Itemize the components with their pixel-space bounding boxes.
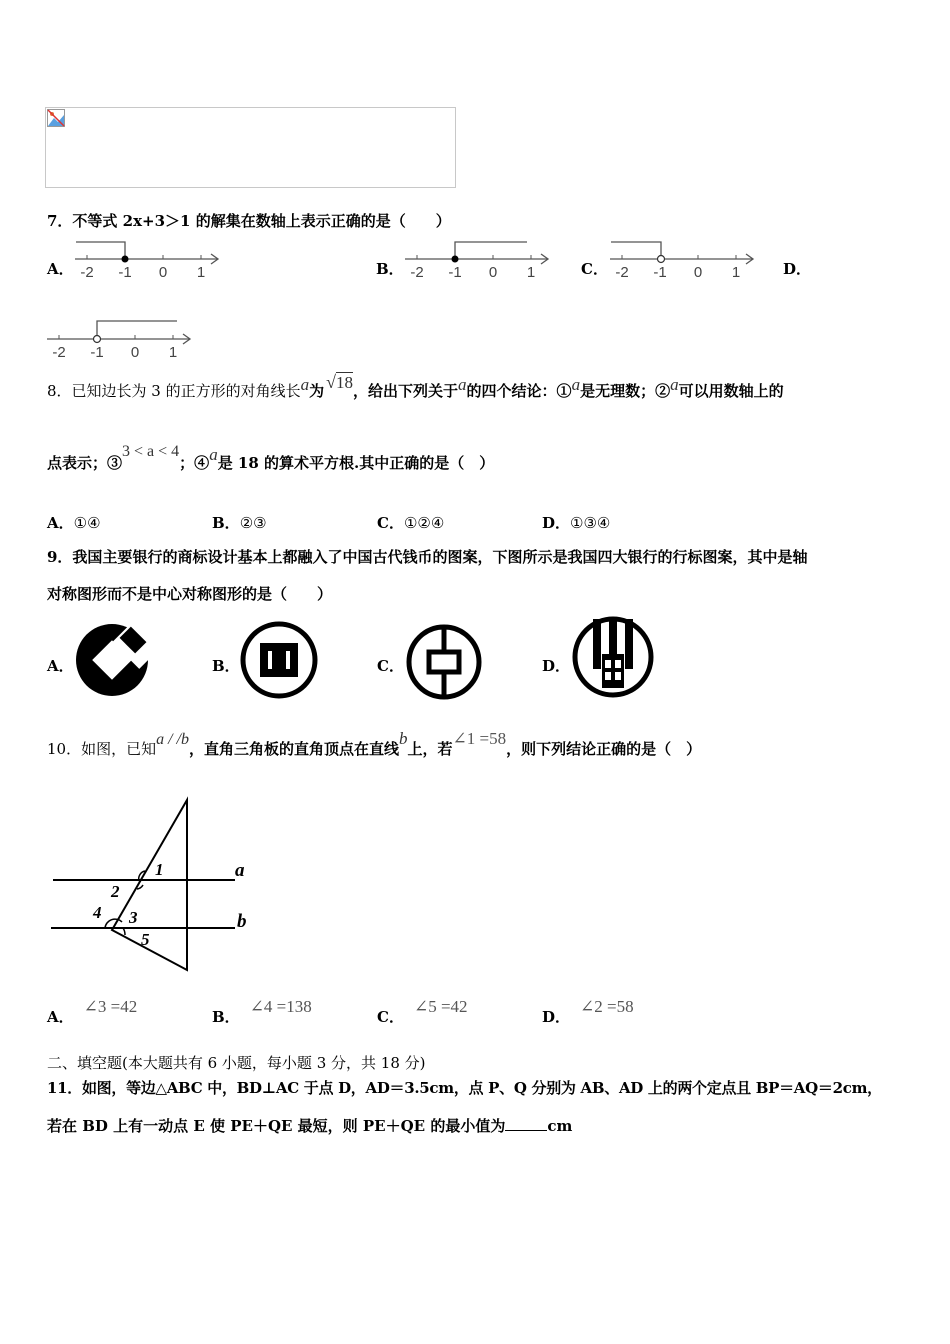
angle-label-1: 1 [155, 860, 164, 879]
option-text: ②③ [239, 514, 267, 532]
tick-label: 0 [130, 344, 140, 361]
option-label: B． [212, 514, 240, 532]
icbc-logo-icon[interactable] [238, 620, 320, 700]
q11-answer-blank[interactable] [505, 1118, 547, 1131]
option-text: ∠5 =42 [413, 997, 468, 1016]
q7-option-d-label[interactable]: D． [783, 260, 812, 278]
option-text: ①②④ [403, 514, 445, 532]
broken-image-placeholder [45, 107, 456, 188]
tick-label: 0 [693, 264, 703, 281]
boc-logo-icon[interactable] [404, 622, 484, 702]
option-label: D． [542, 514, 571, 532]
q8-option-a[interactable] [47, 512, 101, 533]
q9-option-c-label[interactable]: C． [377, 657, 404, 675]
tick-label: -2 [410, 264, 424, 281]
q8-option-d[interactable] [542, 512, 610, 533]
q8-var-a: a [300, 375, 310, 394]
section2-title: 二、填空题(本大题共有 6 小题，每小题 3 分，共 18 分) [47, 1054, 426, 1072]
option-text: ①③④ [570, 514, 611, 532]
tick-label: -2 [615, 264, 629, 281]
tick-label: -2 [52, 344, 66, 361]
angle-label-5: 5 [141, 930, 150, 949]
q9-stem-line1: 9．我国主要银行的商标设计基本上都融入了中国古代钱币的图案，下图所示是我国四大银行的行标图案，其中是轴 [47, 548, 808, 566]
q8-var-a: a [670, 375, 679, 394]
option-label: B． [212, 1008, 240, 1026]
q10-option-a[interactable] [47, 997, 138, 1027]
q10-stem [47, 729, 702, 759]
q9-option-d-label[interactable]: D． [542, 657, 571, 675]
q7-number-line-c[interactable] [605, 238, 760, 283]
option-label: C． [377, 514, 404, 532]
q8-option-c[interactable] [377, 512, 444, 533]
angle-label-2: 2 [111, 882, 120, 901]
line-label-b: b [237, 911, 247, 932]
option-label: A． [47, 1008, 74, 1026]
option-text: ∠4 =138 [249, 997, 312, 1016]
q9-option-b-label[interactable]: B． [212, 657, 240, 675]
tick-label: -1 [118, 264, 132, 281]
option-label: C． [377, 1008, 404, 1026]
q10-angle-given: ∠1 =58 [452, 729, 507, 748]
broken-image-icon [47, 109, 65, 127]
tick-label: -1 [653, 264, 667, 281]
abc-logo-icon[interactable] [570, 614, 658, 698]
q8-sqrt-value: 18 [336, 373, 354, 392]
option-label: A． [47, 514, 74, 532]
q10-parallel: a / /b [156, 731, 189, 748]
q10-option-c[interactable] [377, 997, 468, 1027]
q8-text: 为 [309, 382, 325, 400]
q8-text: ；④ [179, 454, 210, 472]
line-label-a: a [235, 860, 245, 881]
q7-option-b-label[interactable]: B． [376, 260, 404, 278]
q8-text: 可以用数轴上的 [678, 382, 784, 400]
tick-label: 0 [158, 264, 168, 281]
q8-text: 是 18 的算术平方根.其中正确的是（ ） [217, 454, 495, 472]
ccb-logo-icon[interactable] [75, 620, 155, 700]
q7-option-a-label[interactable]: A． [47, 260, 74, 278]
tick-label: -1 [90, 344, 104, 361]
q8-line2 [47, 443, 495, 473]
tick-label: -1 [448, 264, 462, 281]
tick-label: 1 [196, 264, 206, 281]
angle-label-3: 3 [129, 908, 138, 927]
q7-stem: 7．不等式 2x+3＞1 的解集在数轴上表示正确的是（ ） [47, 212, 451, 230]
q8-var-a: a [458, 375, 467, 394]
q8-option-b[interactable] [212, 512, 267, 533]
tick-label: 1 [168, 344, 178, 361]
q8-text: ，给出下列关于 [353, 382, 459, 400]
tick-label: -2 [80, 264, 94, 281]
q7-number-line-a[interactable] [70, 238, 225, 283]
q8-number: 8．已知边长为 3 的正方形的对角线长 [47, 382, 301, 400]
q11-line1: 11．如图，等边△ABC 中，BD⊥AC 于点 D，AD＝3.5cm，点 P、Q 分别为 AB、AD 上的两个定点且 BP＝AQ＝2cm， [47, 1079, 882, 1097]
q8-inequality: 3 < a < 4 [122, 443, 180, 460]
q9-option-a-label[interactable]: A． [47, 657, 74, 675]
tick-label: 1 [526, 264, 536, 281]
q8-var-a: a [209, 445, 218, 464]
option-text: ∠2 =58 [580, 997, 634, 1016]
q10-option-b[interactable] [212, 997, 312, 1027]
option-text: ∠3 =42 [83, 997, 138, 1016]
q8-sqrt: √18 [326, 372, 354, 392]
q8-text: 的四个结论：① [466, 382, 572, 400]
q8-var-a: a [571, 375, 581, 394]
q10-figure [45, 785, 275, 980]
q11-text: 若在 BD 上有一动点 E 使 PE＋QE 最短，则 PE＋QE 的最小值为 [47, 1117, 506, 1135]
q7-number-line-d[interactable] [42, 318, 197, 363]
q10-var-b: b [399, 729, 408, 748]
option-label: D． [542, 1008, 571, 1026]
q11-unit: cm [547, 1117, 573, 1135]
tick-label: 1 [731, 264, 741, 281]
q8-text: 点表示；③ [47, 454, 123, 472]
tick-label: 0 [488, 264, 498, 281]
angle-label-4: 4 [93, 903, 102, 922]
q11-line2 [47, 1115, 572, 1136]
q7-option-c-label[interactable]: C． [581, 260, 608, 278]
q8-line1 [47, 372, 784, 401]
q10-text: 10．如图，已知 [47, 740, 157, 758]
q10-text: ，则下列结论正确的是（ ） [506, 740, 702, 758]
q9-stem-line2: 对称图形而不是中心对称图形的是（ ） [47, 585, 333, 603]
q7-number-line-b[interactable] [400, 238, 555, 283]
option-text: ①④ [73, 514, 101, 532]
q10-text: ，直角三角板的直角顶点在直线 [188, 740, 399, 758]
q10-option-d[interactable] [542, 997, 634, 1027]
q10-text: 上，若 [407, 740, 453, 758]
q8-text: 是无理数；② [580, 382, 671, 400]
